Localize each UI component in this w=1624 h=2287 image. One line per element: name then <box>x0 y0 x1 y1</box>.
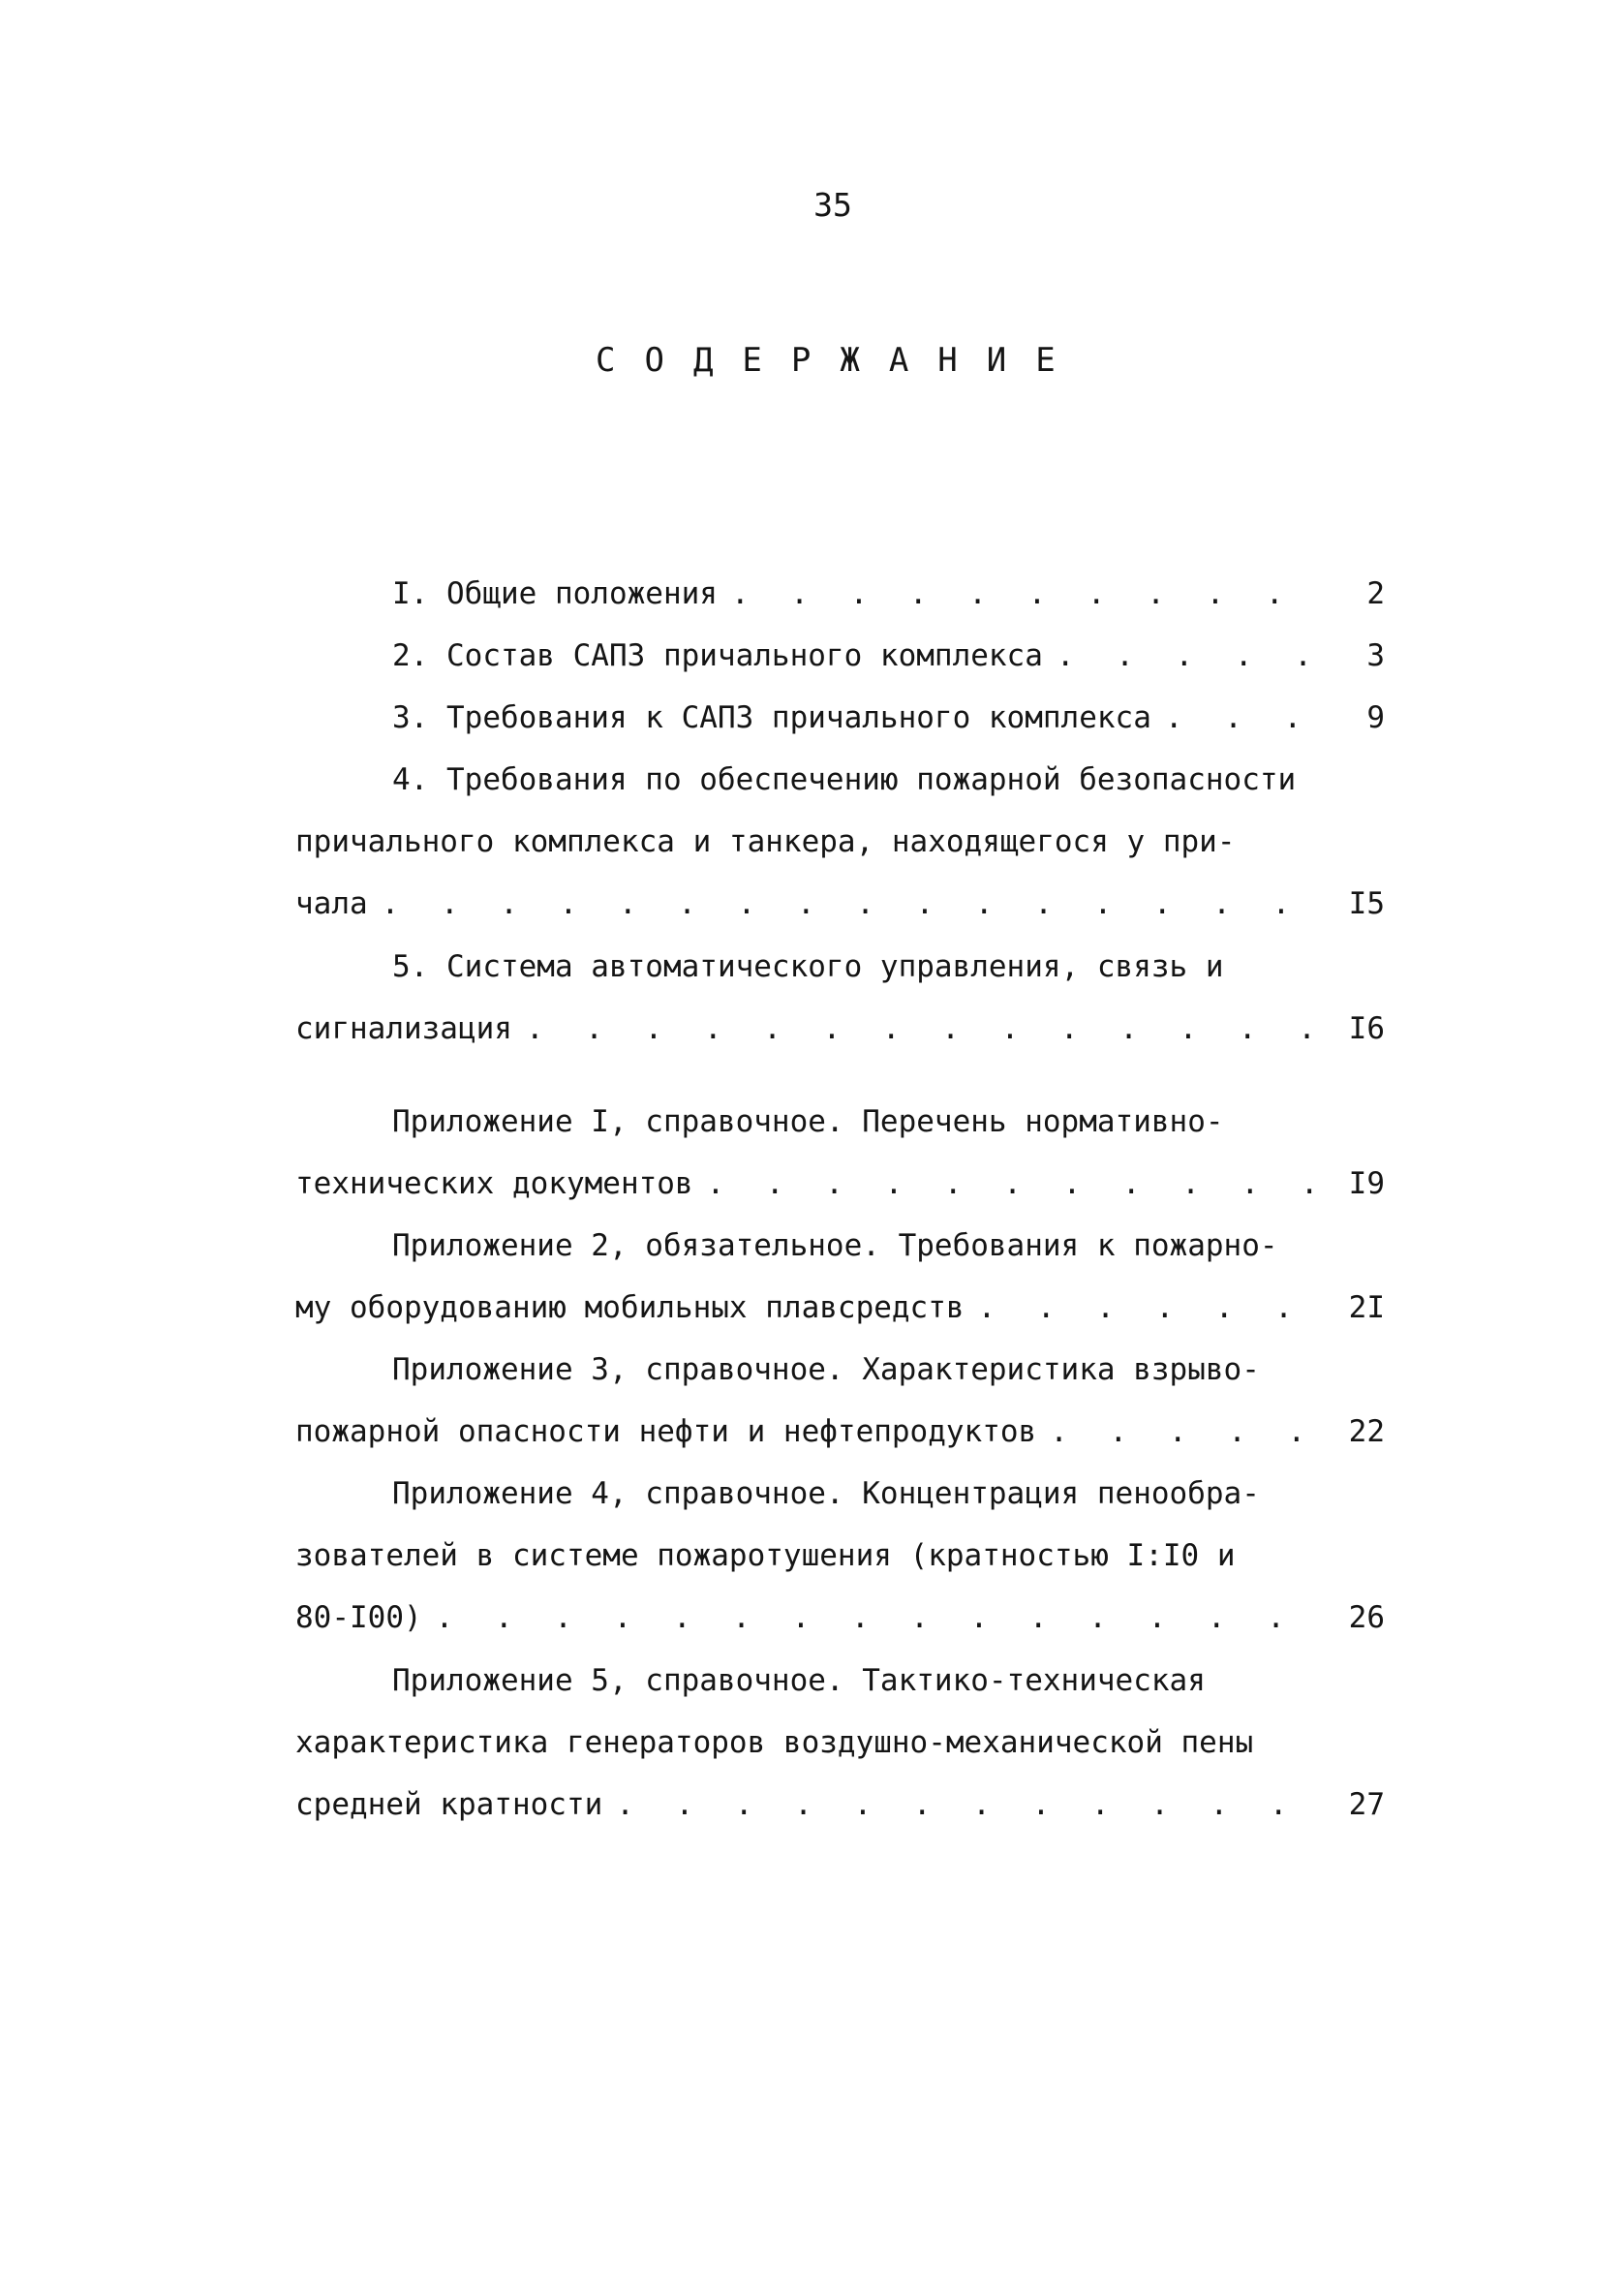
toc-entry-composition <box>392 638 1317 673</box>
toc-leader-dots <box>1036 1417 1317 1447</box>
toc-appendix-4-line1: Приложение 4, справочное. Концентрация пенообра- <box>392 1476 1260 1511</box>
page-number: 35 <box>813 186 852 224</box>
toc-page-number: 27 <box>1348 1787 1385 1822</box>
toc-leader-dots <box>965 1293 1317 1323</box>
toc-appendix-2-line1: Приложение 2, обязательное. Требования к пожарно- <box>392 1228 1278 1263</box>
toc-leader-dots <box>368 889 1317 919</box>
toc-entry-text: I. Общие положения <box>392 576 718 611</box>
toc-appendix-3-line2 <box>295 1414 1317 1449</box>
toc-entry-text: сигнализация <box>295 1011 512 1046</box>
toc-page-number: 2I <box>1348 1290 1385 1325</box>
toc-page-number: 3 <box>1366 638 1385 673</box>
contents-title: СОДЕРЖАНИЕ <box>596 341 1085 380</box>
toc-leader-dots <box>602 1790 1317 1820</box>
toc-entry-automation-line1: 5. Система автоматического управления, связь и <box>392 949 1224 984</box>
toc-entry-text: 3. Требования к САПЗ причального комплекса <box>392 700 1151 735</box>
toc-page-number: 22 <box>1348 1414 1385 1449</box>
toc-page-number: I5 <box>1348 886 1385 921</box>
toc-entry-text: 80-I00) <box>295 1600 422 1635</box>
toc-appendix-1-line1: Приложение I, справочное. Перечень нормативно- <box>392 1104 1224 1139</box>
toc-entry-requirements <box>392 700 1317 735</box>
toc-appendix-2-line2 <box>295 1290 1317 1325</box>
toc-appendix-3-line1: Приложение 3, справочное. Характеристика взрыво- <box>392 1352 1260 1387</box>
toc-entry-automation-line2 <box>295 1011 1317 1046</box>
toc-entry-text: пожарной опасности нефти и нефтепродуктов <box>295 1414 1037 1449</box>
toc-page-number: I6 <box>1348 1011 1385 1046</box>
toc-leader-dots <box>1043 641 1317 671</box>
toc-entry-text: технических документов <box>295 1166 693 1201</box>
toc-appendix-4-line2: зователей в системе пожаротушения (кратностью I:I0 и <box>295 1538 1236 1573</box>
toc-appendix-5-line3 <box>295 1787 1317 1822</box>
toc-entry-text: 2. Состав САПЗ причального комплекса <box>392 638 1043 673</box>
toc-appendix-4-line3 <box>295 1600 1317 1635</box>
toc-leader-dots <box>693 1169 1317 1199</box>
toc-entry-text: му оборудованию мобильных плавсредств <box>295 1290 965 1325</box>
toc-leader-dots <box>422 1603 1317 1633</box>
toc-page-number: I9 <box>1348 1166 1385 1201</box>
toc-entry-text: чала <box>295 886 368 921</box>
toc-appendix-5-line1: Приложение 5, справочное. Тактико-техническая <box>392 1663 1206 1698</box>
toc-page-number: 9 <box>1366 700 1385 735</box>
toc-entry-fire-safety-line1: 4. Требования по обеспечению пожарной безопасности <box>392 762 1297 797</box>
toc-entry-fire-safety-line2: причального комплекса и танкера, находящегося у при- <box>295 824 1236 859</box>
toc-entry-general-provisions <box>392 576 1317 611</box>
toc-page-number: 2 <box>1366 576 1385 611</box>
toc-leader-dots <box>1151 703 1317 733</box>
toc-page-number: 26 <box>1348 1600 1385 1635</box>
toc-leader-dots <box>512 1014 1317 1044</box>
toc-entry-text: средней кратности <box>295 1787 603 1822</box>
toc-appendix-1-line2 <box>295 1166 1317 1201</box>
toc-leader-dots <box>718 579 1317 609</box>
toc-appendix-5-line2: характеристика генераторов воздушно-механической пены <box>295 1725 1254 1760</box>
toc-entry-fire-safety-line3 <box>295 886 1317 921</box>
